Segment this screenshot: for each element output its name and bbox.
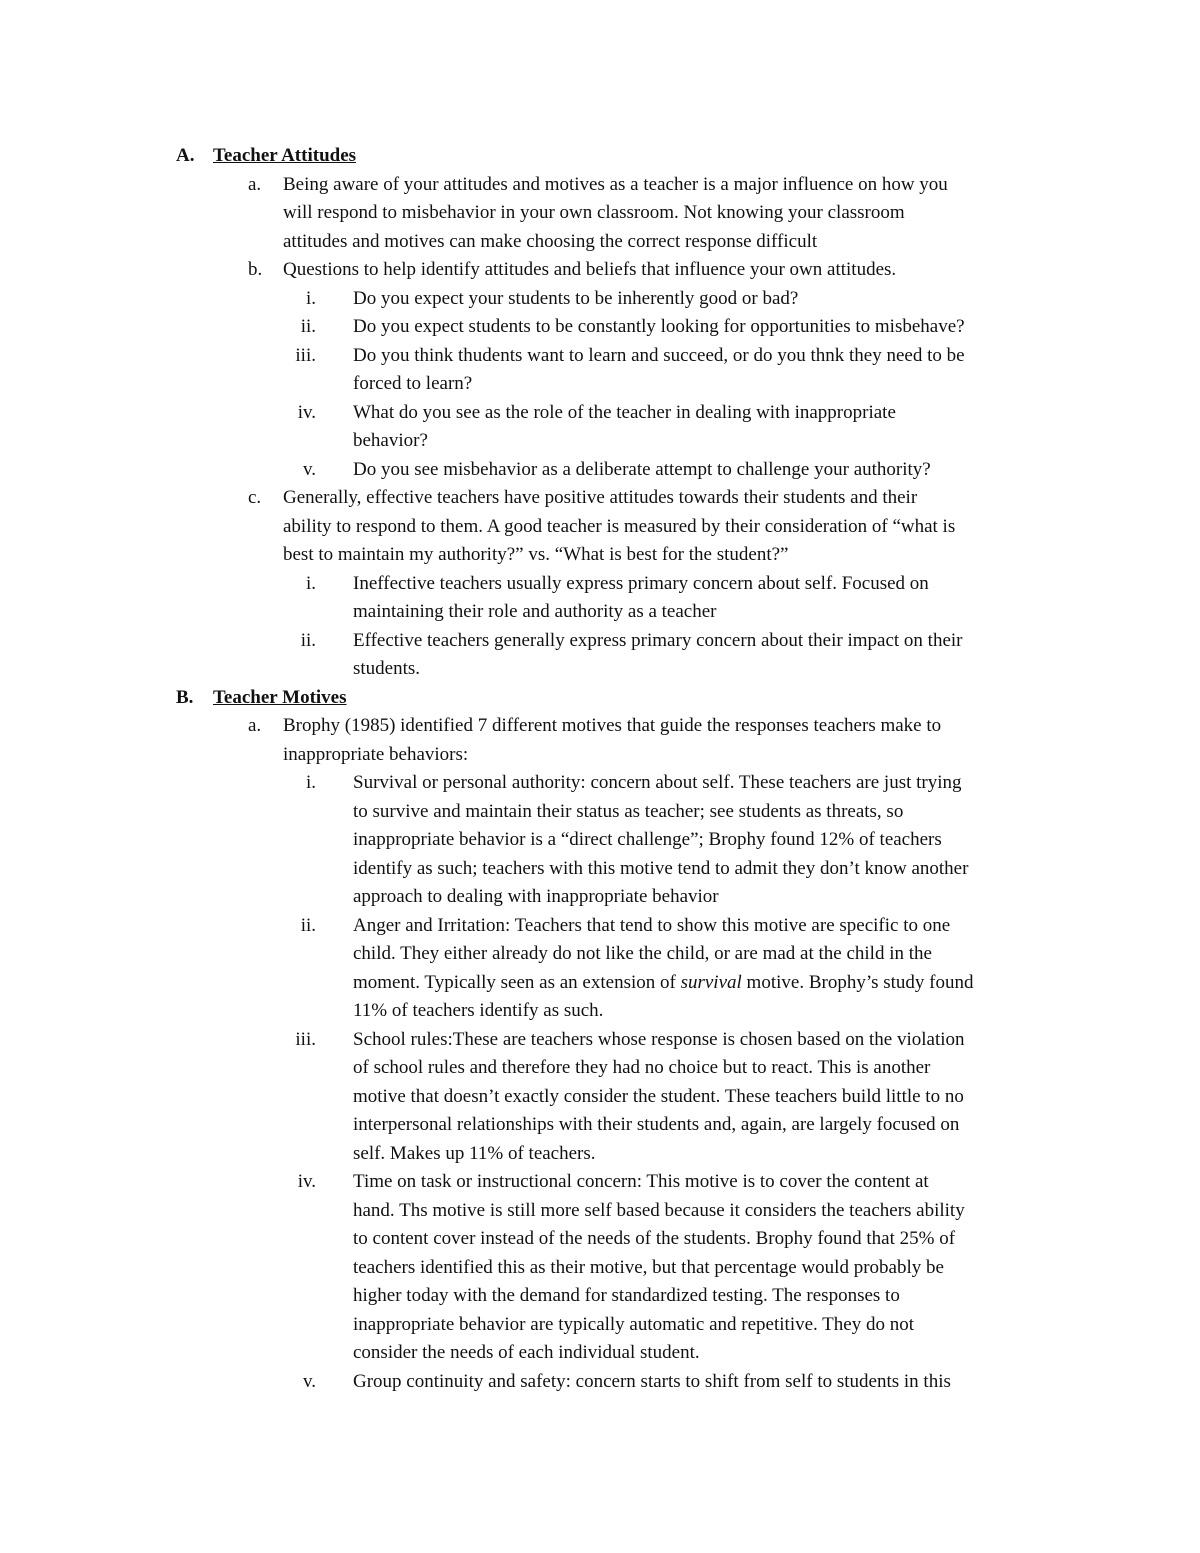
subitem-text-line: inappropriate behavior are typically automatic and repetitive. They do not xyxy=(353,1313,915,1335)
subitem-text-line: motive that doesn’t exactly consider the student. These teachers build little to no xyxy=(353,1085,964,1107)
item-text-line: Brophy (1985) identified 7 different motives that guide the responses teachers make to xyxy=(283,715,942,736)
subitem-text-line: Group continuity and safety: concern starts to shift from self to students in this xyxy=(353,1370,951,1392)
item-text-line: attitudes and motives can make choosing the correct response difficult xyxy=(283,230,818,252)
item-marker: a. xyxy=(248,173,262,195)
subitem-text-line: Do you see misbehavior as a deliberate attempt to challenge your authority? xyxy=(353,458,931,480)
item-text-line: Questions to help identify attitudes and beliefs that influence your own attitudes. xyxy=(283,259,897,280)
subitem-text-line: 11% of teachers identify as such. xyxy=(353,1000,604,1021)
subitem-marker: v. xyxy=(302,458,316,480)
subitem-text-line: Do you expect your students to be inherently good or bad? xyxy=(353,287,799,309)
subitem-text-line: students. xyxy=(353,658,421,679)
item-text-line: inappropriate behaviors: xyxy=(283,743,469,765)
subitem-marker: i. xyxy=(305,287,316,309)
subitem-text-line: consider the needs of each individual student. xyxy=(353,1342,700,1363)
item-marker: b. xyxy=(248,259,263,280)
subitem-text-line: Effective teachers generally express primary concern about their impact on their xyxy=(353,629,963,651)
subitem-text-line: Do you expect students to be constantly looking for opportunities to misbehave? xyxy=(353,316,965,337)
subitem-text-line: child. They either already do not like the child, or are mad at the child in the xyxy=(353,943,932,964)
subitem-text-line: to survive and maintain their status as teacher; see students as threats, so xyxy=(353,800,904,822)
subitem-text-line: behavior? xyxy=(353,430,428,451)
section-marker: B. xyxy=(176,686,194,708)
subitem-marker: ii. xyxy=(300,629,316,651)
subitem-text-line: self. Makes up 11% of teachers. xyxy=(353,1142,596,1164)
subitem-text-line: Do you think thudents want to learn and succeed, or do you thnk they need to be xyxy=(353,344,965,366)
subitem-marker: iv. xyxy=(297,1171,316,1192)
item-text-line: Being aware of your attitudes and motives as a teacher is a major influence on how you xyxy=(283,173,948,195)
subitem-marker: iii. xyxy=(295,1028,316,1050)
subitem-text-line: interpersonal relationships with their students and, again, are largely focused on xyxy=(353,1114,960,1135)
subitem-text-line: moment. Typically seen as an extension of survival motive. Brophy’s study found xyxy=(353,971,974,993)
subitem-text-line: Survival or personal authority: concern about self. These teachers are just trying xyxy=(353,772,962,793)
italic-emphasis: survival xyxy=(680,971,742,993)
subitem-text-line: identify as such; teachers with this motive tend to admit they don’t know another xyxy=(353,857,969,879)
subitem-marker: iv. xyxy=(297,401,316,423)
subitem-text-line: teachers identified this as their motive, but that percentage would probably be xyxy=(353,1256,944,1278)
subitem-marker: ii. xyxy=(300,914,316,936)
subitem-text-line: to content cover instead of the needs of the students. Brophy found that 25% of xyxy=(353,1228,956,1249)
subitem-marker: iii. xyxy=(295,344,316,366)
subitem-text-line: forced to learn? xyxy=(353,373,473,394)
section-heading: Teacher Attitudes xyxy=(213,145,357,166)
subitem-text-line: approach to dealing with inappropriate behavior xyxy=(353,886,719,907)
subitem-text-line: Time on task or instructional concern: This motive is to cover the content at xyxy=(353,1171,929,1192)
subitem-marker: ii. xyxy=(300,316,316,337)
section-marker: A. xyxy=(176,145,195,166)
subitem-text-line: of school rules and therefore they had no choice but to react. This is another xyxy=(353,1057,931,1078)
subitem-text-line: What do you see as the role of the teacher in dealing with inappropriate xyxy=(353,401,896,423)
subitem-marker: i. xyxy=(305,572,316,594)
subitem-marker: i. xyxy=(305,772,316,793)
item-marker: c. xyxy=(248,487,262,508)
item-text-line: best to maintain my authority?” vs. “What is best for the student?” xyxy=(283,544,789,565)
subitem-text-line: Anger and Irritation: Teachers that tend to show this motive are specific to one xyxy=(353,914,951,936)
subitem-marker: v. xyxy=(302,1370,316,1392)
subitem-text-line: School rules:These are teachers whose response is chosen based on the violation xyxy=(353,1028,965,1050)
item-text-line: Generally, effective teachers have positive attitudes towards their students and their xyxy=(283,487,918,508)
item-text-line: will respond to misbehavior in your own classroom. Not knowing your classroom xyxy=(283,202,905,223)
item-marker: a. xyxy=(248,715,262,736)
subitem-text-line: inappropriate behavior is a “direct challenge”; Brophy found 12% of teachers xyxy=(353,829,942,850)
subitem-text-line: hand. Ths motive is still more self based because it considers the teachers ability xyxy=(353,1199,965,1221)
subitem-text-line: higher today with the demand for standardized testing. The responses to xyxy=(353,1285,900,1306)
subitem-text-line: maintaining their role and authority as a teacher xyxy=(353,601,717,622)
item-text-line: ability to respond to them. A good teacher is measured by their consideration of “what is xyxy=(283,515,956,537)
subitem-text-line: Ineffective teachers usually express primary concern about self. Focused on xyxy=(353,572,929,594)
section-heading: Teacher Motives xyxy=(213,686,347,708)
